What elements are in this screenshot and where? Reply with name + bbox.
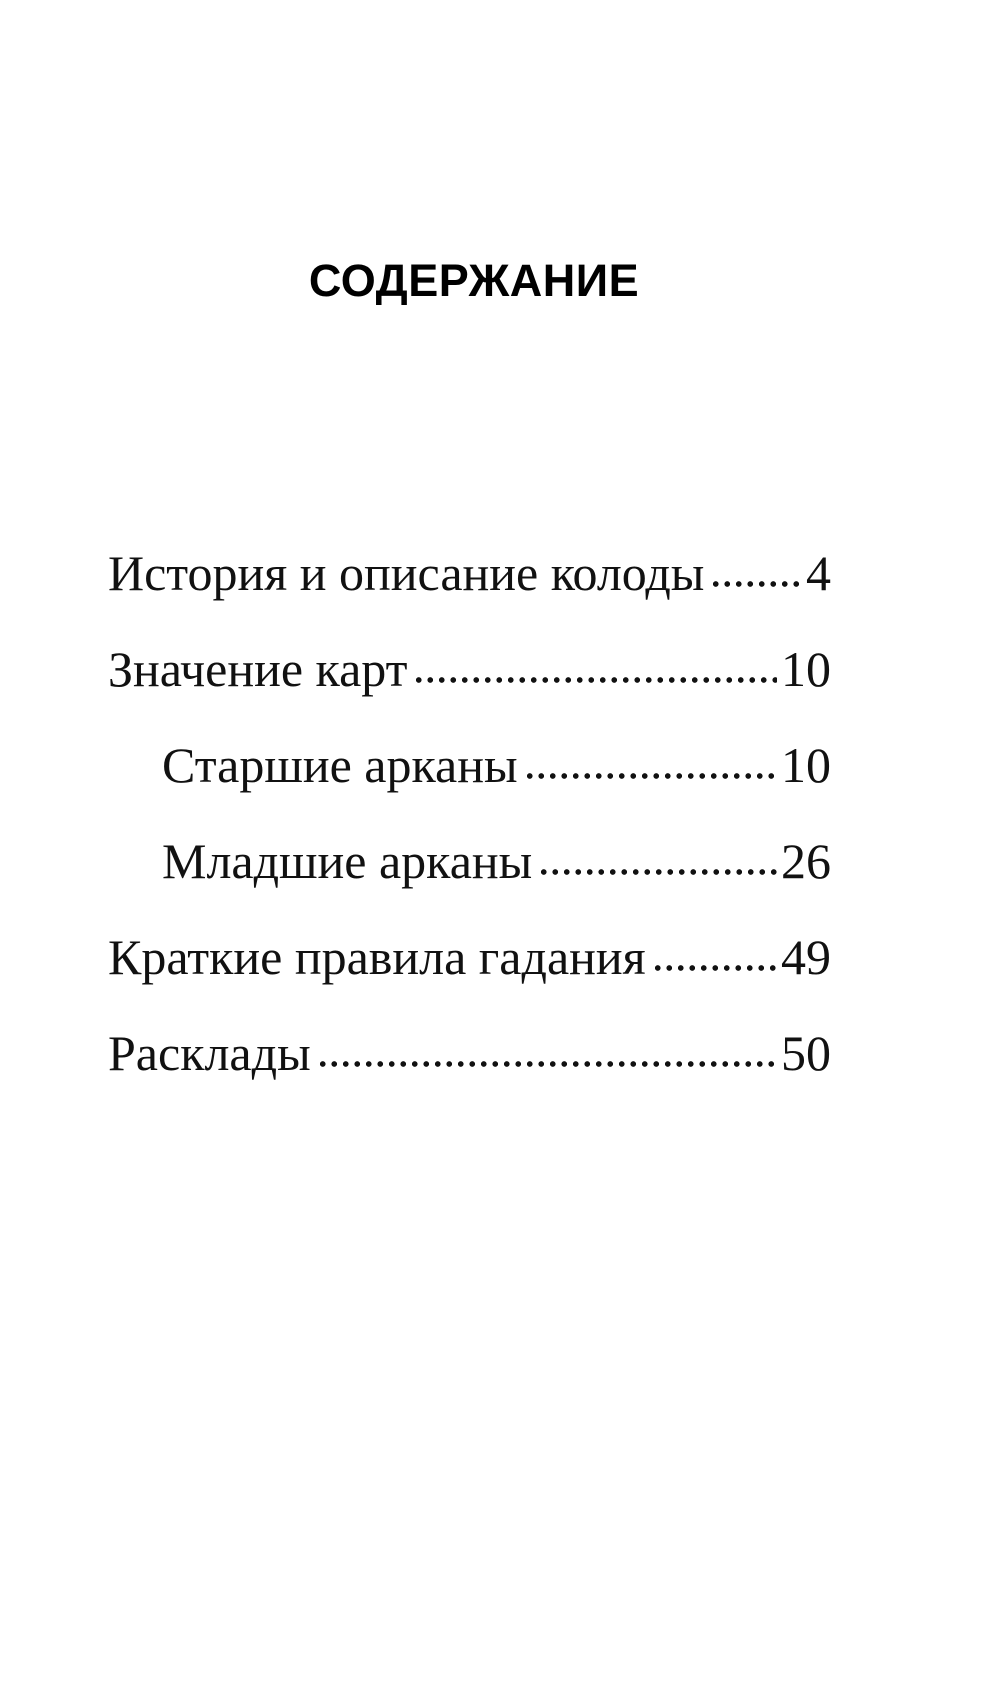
toc-entry [108,641,831,740]
toc-subentry [162,737,831,836]
dot-leader [652,962,777,974]
dot-leader [317,1058,777,1070]
toc-entry-title: Старшие арканы [162,737,518,793]
dot-leader [710,578,802,590]
toc-entry-title: История и описание колоды [108,545,705,601]
toc-subentry [162,833,831,932]
toc-entry-title: Младшие арканы [162,833,533,889]
toc-entry-page: 49 [781,929,831,985]
toc-entry-page: 26 [781,833,831,889]
dot-leader [413,674,777,686]
toc-heading: СОДЕРЖАНИЕ [308,255,640,306]
toc-entry-title: Расклады [108,1025,311,1081]
toc-entry-page: 10 [781,737,831,793]
toc-entry [108,1025,831,1124]
toc-entry [108,929,831,1028]
toc-entry [108,545,831,644]
toc-entry-title: Краткие правила гадания [108,929,646,985]
dot-leader [524,770,777,782]
dot-leader [538,866,777,878]
toc-entry-page: 50 [781,1025,831,1081]
toc-entry-page: 4 [806,545,831,601]
toc-entry-page: 10 [781,641,831,697]
table-of-contents [0,545,1000,1124]
toc-entry-title: Значение карт [108,641,408,697]
